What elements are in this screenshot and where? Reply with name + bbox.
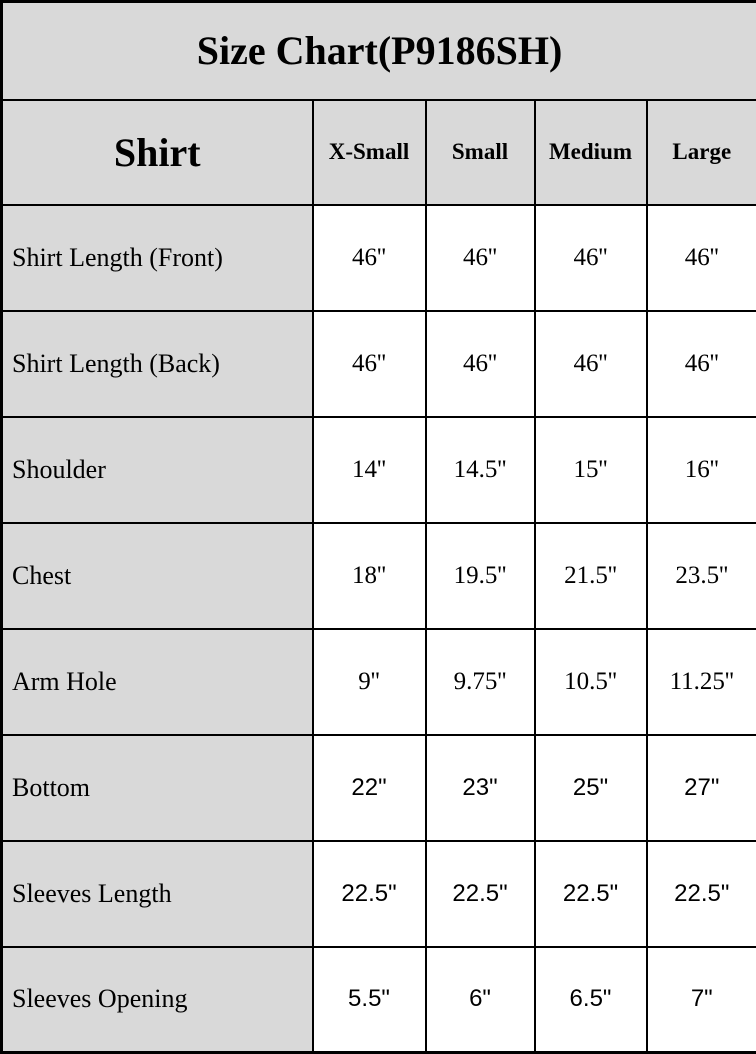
size-value-cell: 9'' <box>313 629 426 735</box>
size-value-cell: 23" <box>426 735 535 841</box>
size-value-cell: 6.5" <box>535 947 647 1053</box>
row-label: Shoulder <box>2 417 313 523</box>
table-row <box>2 735 756 841</box>
row-label: Arm Hole <box>2 629 313 735</box>
size-value-cell: 22" <box>313 735 426 841</box>
chart-title: Size Chart(P9186SH) <box>2 2 756 100</box>
size-value-cell: 22.5" <box>313 841 426 947</box>
size-value-cell: 25" <box>535 735 647 841</box>
table-row <box>2 417 756 523</box>
table-row <box>2 629 756 735</box>
column-header-xsmall: X-Small <box>313 100 426 205</box>
size-value-cell: 23.5'' <box>647 523 756 629</box>
size-value-cell: 19.5'' <box>426 523 535 629</box>
column-header-large: Large <box>647 100 756 205</box>
size-value-cell: 7" <box>647 947 756 1053</box>
column-header-medium: Medium <box>535 100 647 205</box>
corner-header-shirt: Shirt <box>2 100 313 205</box>
table-row <box>2 205 756 311</box>
row-label: Shirt Length (Front) <box>2 205 313 311</box>
row-label: Chest <box>2 523 313 629</box>
size-value-cell: 15'' <box>535 417 647 523</box>
size-value-cell: 18'' <box>313 523 426 629</box>
title-row <box>2 2 756 100</box>
size-value-cell: 11.25'' <box>647 629 756 735</box>
size-value-cell: 9.75'' <box>426 629 535 735</box>
size-value-cell: 14.5'' <box>426 417 535 523</box>
size-value-cell: 22.5" <box>426 841 535 947</box>
row-label: Sleeves Opening <box>2 947 313 1053</box>
table-row <box>2 523 756 629</box>
column-header-small: Small <box>426 100 535 205</box>
row-label: Sleeves Length <box>2 841 313 947</box>
size-value-cell: 10.5'' <box>535 629 647 735</box>
table-row <box>2 311 756 417</box>
table-row <box>2 947 756 1053</box>
size-value-cell: 16'' <box>647 417 756 523</box>
header-row <box>2 100 756 205</box>
size-value-cell: 14'' <box>313 417 426 523</box>
size-value-cell: 46'' <box>313 311 426 417</box>
size-value-cell: 27" <box>647 735 756 841</box>
size-value-cell: 46'' <box>647 205 756 311</box>
size-value-cell: 5.5" <box>313 947 426 1053</box>
size-value-cell: 46'' <box>426 205 535 311</box>
row-label: Shirt Length (Back) <box>2 311 313 417</box>
size-value-cell: 6" <box>426 947 535 1053</box>
size-value-cell: 46'' <box>313 205 426 311</box>
size-value-cell: 22.5" <box>647 841 756 947</box>
size-value-cell: 22.5" <box>535 841 647 947</box>
table-row <box>2 841 756 947</box>
size-value-cell: 46'' <box>426 311 535 417</box>
size-value-cell: 46'' <box>647 311 756 417</box>
size-value-cell: 46'' <box>535 205 647 311</box>
size-value-cell: 46'' <box>535 311 647 417</box>
row-label: Bottom <box>2 735 313 841</box>
size-value-cell: 21.5'' <box>535 523 647 629</box>
